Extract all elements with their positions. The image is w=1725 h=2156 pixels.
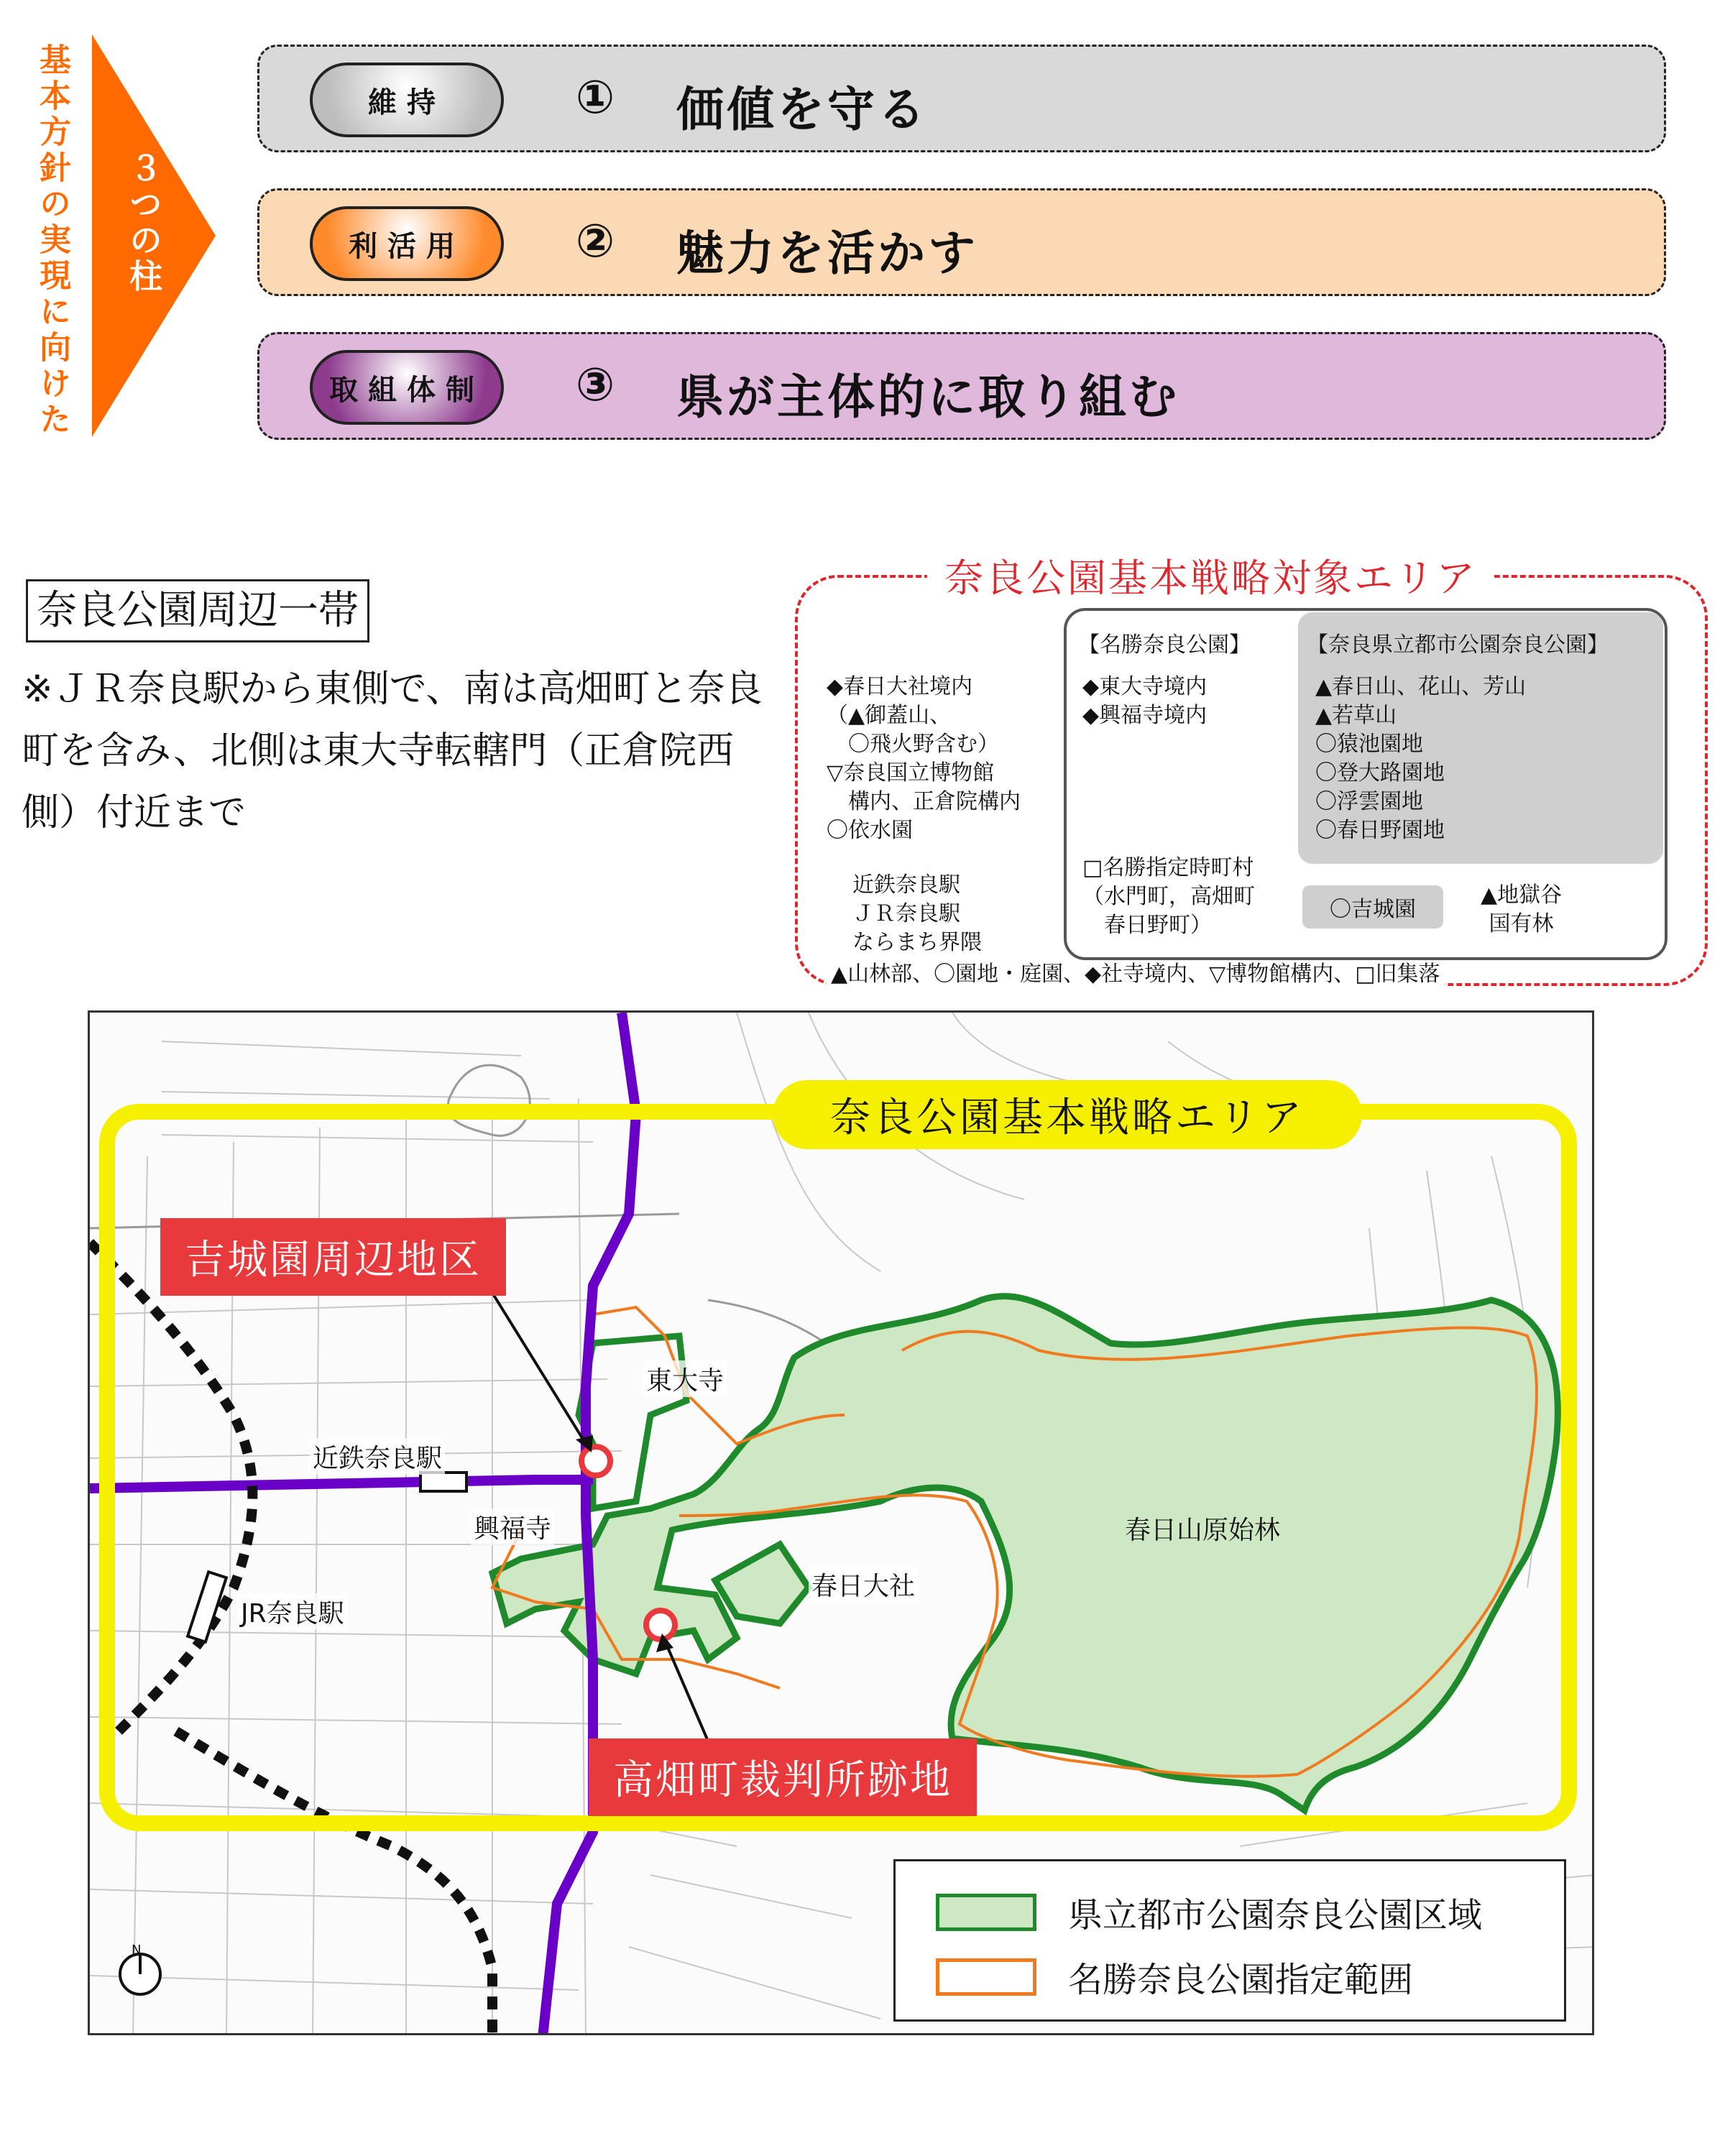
pillar-number: ①: [576, 71, 615, 124]
pillar-text: 価値を守る: [676, 82, 928, 137]
pillar-maintain: [257, 45, 1666, 152]
area-boxed-title: 奈良公園周辺一帯: [26, 579, 369, 642]
kasuga-list: [827, 673, 1021, 845]
takabatake-callout: 高畑町裁判所跡地: [589, 1738, 977, 1816]
label-kasuga-taisha: 春日大社: [809, 1566, 918, 1603]
pillar-organization: [257, 332, 1666, 440]
label-kintetsu-nara: 近鉄奈良駅: [310, 1438, 445, 1475]
meisho-note: [1082, 854, 1255, 940]
pillar-tag: 利活用: [310, 206, 504, 281]
list-item: 構内、正倉院構内: [827, 789, 1021, 814]
map-legend: [893, 1859, 1566, 2022]
list-item: （水門町，高畑町: [1082, 884, 1255, 909]
legend-item-meisho: [936, 1952, 1413, 2001]
legend-item-park: [936, 1887, 1482, 1937]
list-item: 〇浮雲園地: [1315, 789, 1423, 814]
jr-rail-dotted-south: [176, 1731, 492, 2035]
yoshikien-callout: 吉城園周辺地区: [160, 1218, 506, 1296]
kintetsu-rail: [90, 1480, 593, 1488]
pillar-number: ②: [576, 215, 615, 268]
label-north: N: [132, 1943, 142, 1958]
list-item: □名勝指定時町村: [1082, 855, 1254, 880]
legend-label: 名勝奈良公園指定範囲: [1068, 1960, 1414, 2000]
list-item: 春日野町）: [1082, 913, 1212, 938]
list-item: 国有林: [1489, 911, 1554, 936]
label-kofukuji: 興福寺: [471, 1508, 554, 1545]
list-item: 〇飛火野含む）: [827, 732, 999, 757]
list-item: 〇猿池園地: [1315, 732, 1423, 757]
kintetsu-station-symbol: [420, 1473, 466, 1491]
list-item: ◆春日大社境内: [827, 674, 973, 699]
yoshikien-chip: 〇吉城園: [1302, 885, 1443, 929]
kasuga-taisha-polygon: [715, 1544, 809, 1623]
pillar-text: 魅力を活かす: [676, 226, 978, 281]
area-note: ※ＪＲ奈良駅から東側で、南は高畑町と奈良町を含み、北側は東大寺転轄門（正倉院西側）付近まで: [22, 668, 763, 834]
takabatake-marker: [646, 1611, 675, 1639]
jigokudani: [1481, 881, 1562, 939]
list-item: ならまち界隈: [852, 930, 982, 955]
list-item: 近鉄奈良駅: [852, 872, 960, 898]
target-area-title: 奈良公園基本戦略対象エリア: [927, 548, 1494, 603]
three-pillars-label: ３つの柱: [124, 151, 163, 295]
prefecture-list: [1315, 673, 1526, 845]
list-item: ＪＲ奈良駅: [852, 901, 960, 926]
legend-swatch-orange: [936, 1958, 1036, 1996]
list-item: ◆興福寺境内: [1082, 703, 1208, 728]
strategy-area-title: 奈良公園基本戦略エリア: [773, 1080, 1362, 1149]
meisho-list: [1082, 673, 1207, 730]
list-item: ▲春日山、花山、芳山: [1315, 674, 1527, 699]
pillar-tag: 維持: [310, 63, 504, 137]
pillar-number: ③: [576, 359, 615, 412]
list-item: 〇春日野園地: [1315, 818, 1445, 843]
list-item: ▲地獄谷: [1481, 883, 1563, 908]
label-kasugayama: 春日山原始林: [1125, 1516, 1281, 1545]
list-item: ▽奈良国立博物館: [827, 760, 995, 786]
list-item: 〇登大路園地: [1315, 760, 1445, 786]
list-item: ◆東大寺境内: [1082, 674, 1208, 699]
policy-vertical-label: 基本方針の実現に向けた: [34, 43, 70, 438]
meisho-head: 【名勝奈良公園】: [1078, 632, 1251, 658]
yoshikien-arrow: [492, 1293, 586, 1444]
yoshikien-marker: [581, 1447, 610, 1475]
station-list: [852, 871, 982, 957]
legend-label: 県立都市公園奈良公園区域: [1068, 1895, 1483, 1935]
label-todaiji: 東大寺: [643, 1360, 727, 1397]
pillar-tag: 取組体制: [310, 350, 504, 425]
prefecture-head: 【奈良県立都市公園奈良公園】: [1307, 632, 1609, 658]
map-area: [88, 1010, 1594, 2035]
pillar-text: 県が主体的に取り組む: [676, 369, 1179, 425]
list-item: 〇依水園: [827, 818, 913, 843]
list-item: （▲御蓋山、: [827, 703, 952, 728]
legend-swatch-green: [936, 1894, 1036, 1931]
list-item: ▲若草山: [1315, 703, 1397, 728]
target-area-footer: ▲山林部、〇園地・庭園、◆社寺境内、▽博物館構内、□旧集落: [827, 960, 1445, 989]
pillar-utilize: [257, 188, 1666, 296]
label-jr-nara: JR奈良駅: [238, 1593, 347, 1630]
